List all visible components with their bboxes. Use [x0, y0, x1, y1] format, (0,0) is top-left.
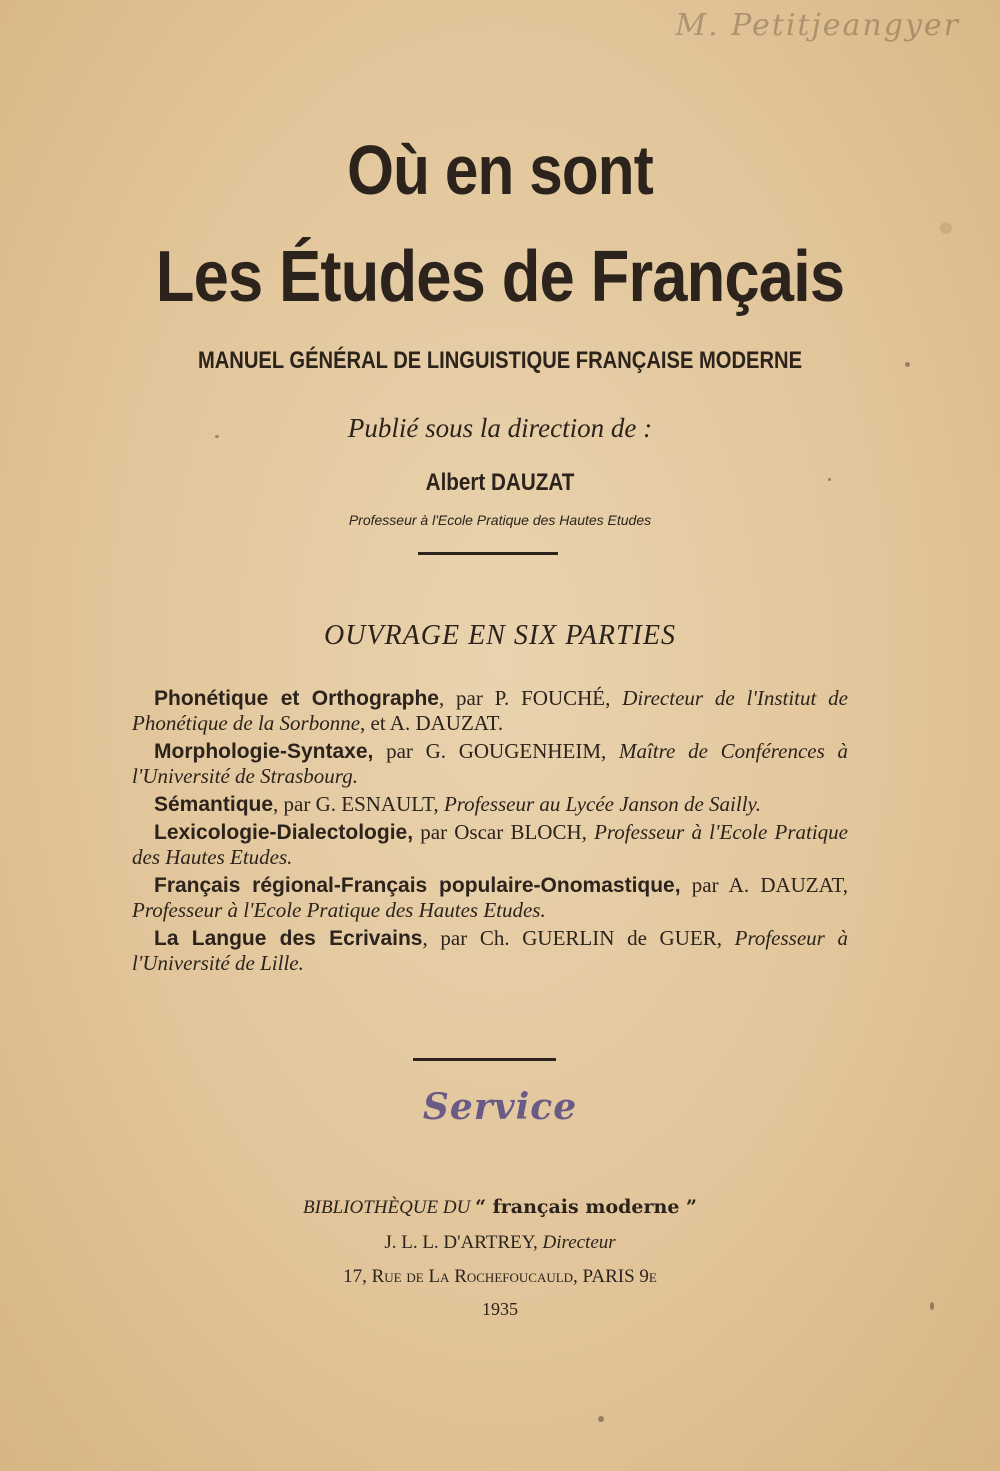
part-name: Lexicologie-Dialectologie,	[154, 821, 414, 844]
parts-list	[132, 686, 848, 979]
subtitle: MANUEL GÉNÉRAL DE LINGUISTIQUE FRANÇAISE MODERNE	[197, 347, 803, 374]
part-author: par Oscar BLOCH,	[413, 820, 595, 844]
library-prefix: BIBLIOTHÈQUE DU	[303, 1197, 476, 1218]
director-name: Albert DAUZAT	[425, 469, 575, 496]
part-role: Professeur à l'Université de Lille.	[132, 926, 848, 975]
part-name: Français régional-Français populaire-Onomastique,	[154, 874, 681, 897]
title-line-1: Où en sont	[347, 131, 653, 209]
part-name: Morphologie-Syntaxe,	[154, 740, 374, 763]
publisher-address: 17, Rue de La Rochefoucauld, PARIS 9e	[343, 1266, 657, 1287]
part-author: , par G. ESNAULT,	[273, 792, 444, 816]
part-item	[132, 820, 848, 870]
part-role: Directeur de l'Institut de Phonétique de la Sorbonne	[132, 686, 848, 735]
part-name: Phonétique et Orthographe	[154, 687, 439, 710]
part-item	[132, 686, 848, 736]
part-name: Sémantique	[154, 793, 274, 816]
publisher-line	[0, 1232, 1000, 1254]
part-name: La Langue des Ecrivains	[154, 927, 423, 950]
part-author: par A. DAUZAT,	[680, 873, 848, 897]
paper-speck	[828, 478, 831, 481]
part-item	[132, 792, 848, 817]
part-item	[132, 739, 848, 789]
divider-top	[418, 552, 558, 555]
publisher-role: Directeur	[542, 1232, 616, 1253]
divider-bottom	[413, 1058, 556, 1061]
part-item	[132, 926, 848, 976]
paper-speck	[215, 435, 219, 438]
part-tail: , et A. DAUZAT.	[360, 711, 504, 735]
publication-year: 1935	[482, 1299, 518, 1319]
part-role: Professeur à l'Ecole Pratique des Hautes Etudes.	[132, 898, 546, 922]
part-role: Professeur à l'Ecole Pratique des Hautes Etudes.	[132, 820, 848, 869]
service-stamp: Service	[422, 1086, 578, 1128]
part-author: par G. GOUGENHEIM,	[373, 739, 619, 763]
part-role: Professeur au Lycée Janson de Sailly.	[443, 792, 761, 816]
publisher-name: J. L. L. D'ARTREY,	[384, 1232, 543, 1253]
paper-speck	[905, 362, 910, 367]
part-role: Maître de Conférences à l'Université de Strasbourg.	[132, 739, 848, 788]
handwritten-note: M. Petitjeangyer	[675, 8, 960, 43]
works-heading: OUVRAGE EN SIX PARTIES	[324, 620, 676, 651]
library-name: “ français moderne ”	[475, 1196, 697, 1218]
part-author: , par P. FOUCHÉ,	[438, 686, 623, 710]
library-line	[0, 1196, 1000, 1219]
published-by: Publié sous la direction de :	[347, 413, 653, 443]
title-line-2: Les Études de Français	[155, 237, 845, 317]
paper-speck	[598, 1416, 604, 1422]
paper-speck	[940, 222, 952, 234]
paper-speck	[930, 1302, 934, 1310]
director-role: Professeur à l'Ecole Pratique des Hautes Etudes	[348, 512, 652, 528]
part-item	[132, 873, 848, 923]
part-author: , par Ch. GUERLIN de GUER,	[422, 926, 735, 950]
